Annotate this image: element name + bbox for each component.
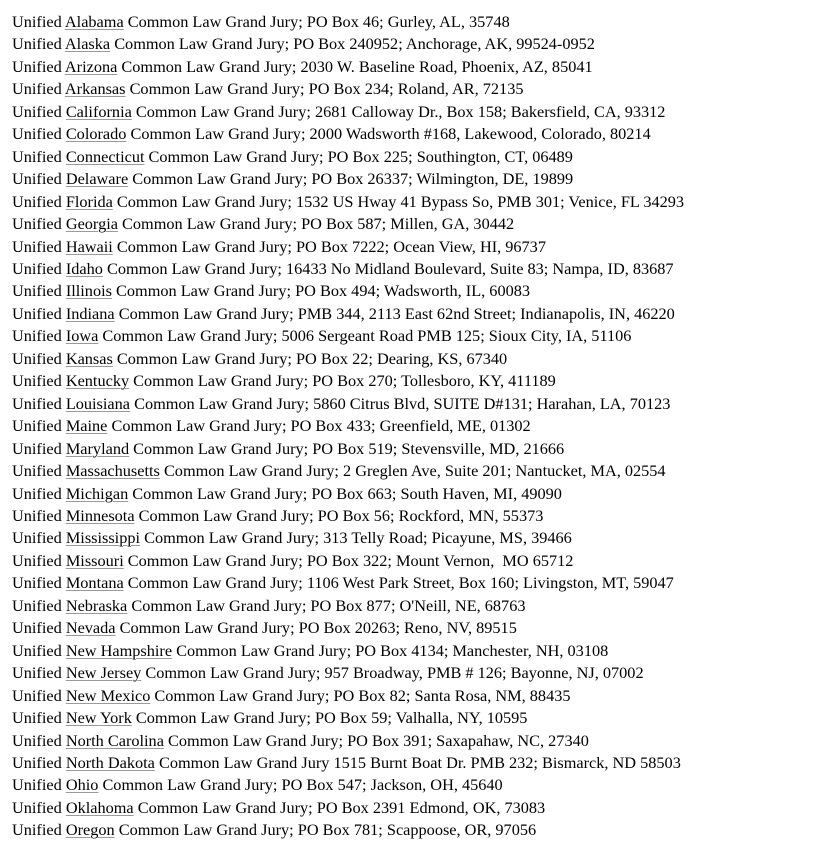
list-item [12, 819, 820, 841]
list-item [12, 280, 820, 302]
entry-address: Common Law Grand Jury; 2000 Wadsworth #168, Lakewood, Colorado, 80214 [126, 124, 651, 144]
list-item [12, 460, 820, 482]
entry-address: Common Law Grand Jury; PO Box 2391 Edmond, OK, 73083 [133, 797, 546, 817]
entry-prefix: Unified [12, 281, 66, 301]
state-link[interactable]: Montana [65, 573, 124, 593]
state-link[interactable]: Oregon [65, 820, 115, 840]
state-link[interactable]: Idaho [65, 258, 103, 278]
entry-prefix: Unified [12, 56, 65, 76]
list-item [12, 56, 820, 78]
entry-prefix: Unified [12, 730, 66, 750]
entry-prefix: Unified [12, 214, 66, 234]
entry-address: Common Law Grand Jury; PO Box 270; Tollesboro, KY, 411189 [129, 371, 556, 391]
entry-prefix: Unified [12, 34, 65, 54]
list-item [12, 325, 820, 347]
entry-address: Common Law Grand Jury; PO Box 547; Jackson, OH, 45640 [98, 775, 503, 795]
entry-prefix: Unified [12, 708, 66, 728]
list-item [12, 213, 820, 235]
state-link[interactable]: New Mexico [65, 685, 151, 705]
list-item [12, 33, 820, 55]
entry-address: Common Law Grand Jury; PO Box 225; Southington, CT, 06489 [144, 146, 573, 166]
state-link[interactable]: Michigan [65, 483, 129, 503]
list-item [12, 348, 820, 370]
state-link[interactable]: Louisiana [65, 393, 131, 413]
state-link[interactable]: New Jersey [65, 663, 142, 683]
list-item [12, 752, 820, 774]
state-link[interactable]: Iowa [65, 326, 99, 346]
state-link[interactable]: Georgia [65, 214, 118, 234]
entry-address: Common Law Grand Jury; 2030 W. Baseline Road, Phoenix, AZ, 85041 [117, 56, 593, 76]
list-item [12, 550, 820, 572]
list-item [12, 662, 820, 684]
state-link[interactable]: Arkansas [64, 79, 126, 99]
state-link[interactable]: Alabama [64, 12, 124, 31]
list-item [12, 640, 820, 662]
state-link[interactable]: Kentucky [65, 371, 130, 391]
entry-prefix: Unified [12, 528, 66, 548]
entry-prefix: Unified [12, 775, 66, 795]
entry-prefix: Unified [12, 483, 66, 503]
entry-address: Common Law Grand Jury; PO Box 433; Greenfield, ME, 01302 [107, 416, 531, 436]
entry-address: Common Law Grand Jury; 16433 No Midland Boulevard, Suite 83; Nampa, ID, 83687 [102, 258, 674, 278]
entry-address: Common Law Grand Jury; PMB 344, 2113 East 62nd Street; Indianapolis, IN, 46220 [114, 303, 675, 323]
entry-address: Common Law Grand Jury; 2681 Calloway Dr., Box 158; Bakersfield, CA, 93312 [131, 101, 666, 121]
entry-address: Common Law Grand Jury; PO Box 20263; Reno, NV, 89515 [115, 618, 517, 638]
entry-prefix: Unified [12, 79, 65, 99]
list-item [12, 797, 820, 819]
list-item [12, 123, 820, 145]
entry-prefix: Unified [12, 550, 66, 570]
entry-prefix: Unified [12, 191, 66, 211]
entry-prefix: Unified [12, 752, 66, 772]
entry-address: Common Law Grand Jury; PO Box 240952; Anchorage, AK, 99524-0952 [110, 34, 595, 54]
state-link[interactable]: Maryland [65, 438, 130, 458]
entry-address: Common Law Grand Jury; PO Box 322; Mount Vernon, MO 65712 [123, 550, 574, 570]
entry-address: Common Law Grand Jury; PO Box 56; Rockford, MN, 55373 [134, 505, 544, 525]
state-link[interactable]: Minnesota [65, 505, 135, 525]
entry-prefix: Unified [12, 416, 66, 436]
entry-prefix: Unified [12, 461, 66, 481]
entry-address: Common Law Grand Jury; PO Box 59; Valhalla, NY, 10595 [131, 708, 528, 728]
state-link[interactable]: Indiana [65, 303, 115, 323]
entry-address: Common Law Grand Jury; 5006 Sergeant Road PMB 125; Sioux City, IA, 51106 [98, 326, 632, 346]
entry-prefix: Unified [12, 438, 66, 458]
entry-prefix: Unified [12, 303, 66, 323]
state-link[interactable]: New York [65, 708, 132, 728]
list-item [12, 168, 820, 190]
list-item [12, 415, 820, 437]
entry-prefix: Unified [12, 595, 66, 615]
list-item [12, 685, 820, 707]
entry-address: Common Law Grand Jury; PO Box 82; Santa Rosa, NM, 88435 [150, 685, 571, 705]
entry-prefix: Unified [12, 505, 66, 525]
state-link[interactable]: Nebraska [65, 595, 128, 615]
state-link[interactable]: Missouri [65, 550, 124, 570]
entry-prefix: Unified [12, 12, 65, 31]
list-item [12, 303, 820, 325]
entry-address: Common Law Grand Jury; PO Box 587; Millen, GA, 30442 [117, 214, 515, 234]
entry-address: Common Law Grand Jury; PO Box 26337; Wilmington, DE, 19899 [128, 169, 574, 189]
state-link[interactable]: North Carolina [65, 730, 164, 750]
entry-prefix: Unified [12, 640, 66, 660]
entry-prefix: Unified [12, 236, 66, 256]
entry-address: Common Law Grand Jury; PO Box 234; Roland, AR, 72135 [125, 79, 524, 99]
grand-jury-address-list [12, 11, 820, 842]
list-item [12, 370, 820, 392]
state-link[interactable]: Massachusetts [65, 461, 160, 481]
state-link[interactable]: North Dakota [65, 752, 155, 772]
entry-prefix: Unified [12, 258, 66, 278]
entry-address: Common Law Grand Jury; 957 Broadway, PMB # 126; Bayonne, NJ, 07002 [141, 663, 644, 683]
entry-address: Common Law Grand Jury; 5860 Citrus Blvd, SUITE D#131; Harahan, LA, 70123 [130, 393, 671, 413]
state-link[interactable]: Maine [65, 416, 108, 436]
state-link[interactable]: Alaska [64, 34, 111, 54]
entry-prefix: Unified [12, 348, 66, 368]
list-item [12, 617, 820, 639]
entry-prefix: Unified [12, 685, 66, 705]
entry-address: Common Law Grand Jury; PO Box 4134; Manchester, NH, 03108 [172, 640, 609, 660]
list-item [12, 483, 820, 505]
entry-prefix: Unified [12, 371, 66, 391]
list-item [12, 146, 820, 168]
state-link[interactable]: Colorado [65, 124, 127, 144]
state-link[interactable]: Illinois [65, 281, 112, 301]
list-item [12, 78, 820, 100]
list-item [12, 258, 820, 280]
list-item [12, 595, 820, 617]
entry-address: Common Law Grand Jury; PO Box 22; Dearing, KS, 67340 [112, 348, 508, 368]
entry-prefix: Unified [12, 393, 66, 413]
entry-prefix: Unified [12, 124, 66, 144]
state-link[interactable]: Connecticut [65, 146, 145, 166]
state-link[interactable]: Ohio [65, 775, 99, 795]
entry-prefix: Unified [12, 618, 66, 638]
entry-address: Common Law Grand Jury; PO Box 877; O'Neill, NE, 68763 [127, 595, 526, 615]
state-link[interactable]: California [65, 101, 132, 121]
entry-prefix: Unified [12, 169, 66, 189]
entry-address: Common Law Grand Jury; PO Box 391; Saxapahaw, NC, 27340 [163, 730, 589, 750]
entry-address: Common Law Grand Jury 1515 Burnt Boat Dr. PMB 232; Bismarck, ND 58503 [154, 752, 681, 772]
entry-address: Common Law Grand Jury; PO Box 7222; Ocean View, HI, 96737 [112, 236, 546, 256]
state-link[interactable]: New Hampshire [65, 640, 173, 660]
list-item [12, 11, 820, 33]
entry-prefix: Unified [12, 146, 66, 166]
entry-prefix: Unified [12, 663, 66, 683]
state-link[interactable]: Nevada [65, 618, 116, 638]
entry-prefix: Unified [12, 797, 66, 817]
list-item [12, 774, 820, 796]
list-item [12, 101, 820, 123]
entry-prefix: Unified [12, 573, 66, 593]
entry-address: Common Law Grand Jury; PO Box 519; Stevensville, MD, 21666 [129, 438, 565, 458]
state-link[interactable]: Florida [65, 191, 113, 211]
state-link[interactable]: Mississippi [65, 528, 141, 548]
entry-prefix: Unified [12, 326, 66, 346]
state-link[interactable]: Oklahoma [65, 797, 134, 817]
entry-prefix: Unified [12, 820, 66, 840]
entry-address: Common Law Grand Jury; 1532 US Hway 41 Bypass So, PMB 301; Venice, FL 34293 [112, 191, 685, 211]
list-item [12, 707, 820, 729]
list-item [12, 572, 820, 594]
list-item [12, 527, 820, 549]
state-link[interactable]: Kansas [65, 348, 113, 368]
entry-address: Common Law Grand Jury; 1106 West Park Street, Box 160; Livingston, MT, 59047 [123, 573, 674, 593]
state-link[interactable]: Delaware [65, 169, 129, 189]
list-item [12, 236, 820, 258]
list-item [12, 505, 820, 527]
entry-address: Common Law Grand Jury; PO Box 494; Wadsworth, IL, 60083 [111, 281, 531, 301]
list-item [12, 730, 820, 752]
list-item [12, 438, 820, 460]
state-link[interactable]: Arizona [64, 56, 118, 76]
list-item [12, 191, 820, 213]
entry-address: Common Law Grand Jury; PO Box 663; South Haven, MI, 49090 [128, 483, 562, 503]
entry-address: Common Law Grand Jury; 313 Telly Road; Picayune, MS, 39466 [140, 528, 572, 548]
state-link[interactable]: Hawaii [65, 236, 113, 256]
list-item [12, 393, 820, 415]
entry-address: Common Law Grand Jury; PO Box 46; Gurley, AL, 35748 [123, 12, 510, 31]
entry-prefix: Unified [12, 101, 66, 121]
entry-address: Common Law Grand Jury; 2 Greglen Ave, Suite 201; Nantucket, MA, 02554 [159, 461, 666, 481]
entry-address: Common Law Grand Jury; PO Box 781; Scappoose, OR, 97056 [114, 820, 537, 840]
